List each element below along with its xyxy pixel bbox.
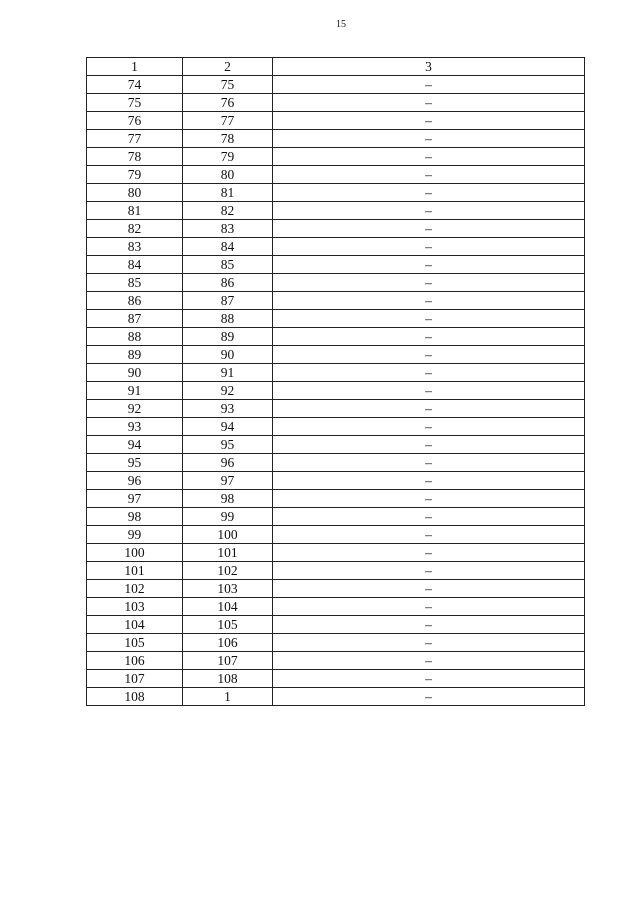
table-cell: 102 xyxy=(87,580,183,598)
table-cell: – xyxy=(273,76,585,94)
table-cell: 81 xyxy=(87,202,183,220)
table-cell: – xyxy=(273,526,585,544)
table-cell: 106 xyxy=(87,652,183,670)
table-cell: 80 xyxy=(183,166,273,184)
table-cell: 85 xyxy=(87,274,183,292)
column-header: 2 xyxy=(183,58,273,76)
table-row xyxy=(87,472,585,490)
table-cell: 98 xyxy=(183,490,273,508)
table-row xyxy=(87,328,585,346)
table-cell: 101 xyxy=(87,562,183,580)
table-cell: 75 xyxy=(183,76,273,94)
table-cell: 1 xyxy=(183,688,273,706)
table-row xyxy=(87,112,585,130)
table-cell: – xyxy=(273,148,585,166)
table-row xyxy=(87,580,585,598)
table-row xyxy=(87,220,585,238)
table-row xyxy=(87,436,585,454)
table-cell: 80 xyxy=(87,184,183,202)
table-cell: 90 xyxy=(87,364,183,382)
table-cell: – xyxy=(273,508,585,526)
table-row xyxy=(87,418,585,436)
table-cell: 75 xyxy=(87,94,183,112)
table-cell: 92 xyxy=(87,400,183,418)
column-header: 1 xyxy=(87,58,183,76)
table-cell: 89 xyxy=(183,328,273,346)
table-cell: 97 xyxy=(183,472,273,490)
table-cell: – xyxy=(273,202,585,220)
table-cell: 96 xyxy=(87,472,183,490)
table-cell: – xyxy=(273,328,585,346)
table-row xyxy=(87,526,585,544)
table-cell: 108 xyxy=(183,670,273,688)
table-cell: 97 xyxy=(87,490,183,508)
table-cell: – xyxy=(273,220,585,238)
table-cell: – xyxy=(273,400,585,418)
table-cell: – xyxy=(273,652,585,670)
table-row xyxy=(87,202,585,220)
table-row xyxy=(87,454,585,472)
table-cell: 84 xyxy=(87,256,183,274)
table-cell: – xyxy=(273,130,585,148)
table-row xyxy=(87,130,585,148)
table-row xyxy=(87,490,585,508)
data-table xyxy=(86,57,585,706)
table-cell: – xyxy=(273,580,585,598)
table-cell: 94 xyxy=(183,418,273,436)
table-cell: 83 xyxy=(87,238,183,256)
table-row xyxy=(87,310,585,328)
table-cell: – xyxy=(273,274,585,292)
table-cell: – xyxy=(273,112,585,130)
table-row xyxy=(87,544,585,562)
table-row xyxy=(87,562,585,580)
table-cell: – xyxy=(273,166,585,184)
table-row xyxy=(87,274,585,292)
table-row xyxy=(87,634,585,652)
table-cell: – xyxy=(273,688,585,706)
table-cell: 91 xyxy=(183,364,273,382)
table-cell: – xyxy=(273,94,585,112)
table-row xyxy=(87,382,585,400)
table-cell: 86 xyxy=(183,274,273,292)
table-row xyxy=(87,364,585,382)
table-cell: – xyxy=(273,490,585,508)
table-cell: – xyxy=(273,562,585,580)
table-cell: 92 xyxy=(183,382,273,400)
table-cell: 93 xyxy=(87,418,183,436)
table-cell: 82 xyxy=(183,202,273,220)
table-cell: – xyxy=(273,472,585,490)
table-cell: – xyxy=(273,382,585,400)
table-row xyxy=(87,292,585,310)
table-row xyxy=(87,76,585,94)
table-row xyxy=(87,652,585,670)
table-cell: 102 xyxy=(183,562,273,580)
table-cell: – xyxy=(273,346,585,364)
table-row xyxy=(87,94,585,112)
table-cell: 89 xyxy=(87,346,183,364)
table-cell: 78 xyxy=(183,130,273,148)
table-row xyxy=(87,598,585,616)
table-cell: 77 xyxy=(87,130,183,148)
table-cell: 86 xyxy=(87,292,183,310)
table-cell: 96 xyxy=(183,454,273,472)
table-row xyxy=(87,688,585,706)
table-cell: 105 xyxy=(87,634,183,652)
table-cell: – xyxy=(273,310,585,328)
table-cell: – xyxy=(273,418,585,436)
table-cell: – xyxy=(273,616,585,634)
table-cell: 99 xyxy=(183,508,273,526)
table-cell: 79 xyxy=(183,148,273,166)
table-cell: 74 xyxy=(87,76,183,94)
table-cell: – xyxy=(273,238,585,256)
table-cell: 85 xyxy=(183,256,273,274)
column-header: 3 xyxy=(273,58,585,76)
table-row xyxy=(87,148,585,166)
table-cell: 83 xyxy=(183,220,273,238)
table-cell: – xyxy=(273,670,585,688)
table-row xyxy=(87,166,585,184)
table-cell: 100 xyxy=(87,544,183,562)
table-cell: 103 xyxy=(183,580,273,598)
table-cell: – xyxy=(273,184,585,202)
table-cell: – xyxy=(273,364,585,382)
table-cell: 88 xyxy=(183,310,273,328)
table-cell: 79 xyxy=(87,166,183,184)
table-cell: 91 xyxy=(87,382,183,400)
table-cell: – xyxy=(273,544,585,562)
table-cell: 108 xyxy=(87,688,183,706)
table-cell: – xyxy=(273,256,585,274)
table-row xyxy=(87,184,585,202)
table-cell: 105 xyxy=(183,616,273,634)
table-header-row xyxy=(87,58,585,76)
table-cell: 76 xyxy=(183,94,273,112)
page-number: 15 xyxy=(336,19,346,30)
table-cell: – xyxy=(273,292,585,310)
table-cell: 100 xyxy=(183,526,273,544)
table-cell: 95 xyxy=(87,454,183,472)
table-cell: 88 xyxy=(87,328,183,346)
table-cell: 81 xyxy=(183,184,273,202)
table-cell: 84 xyxy=(183,238,273,256)
table-cell: – xyxy=(273,634,585,652)
table-row xyxy=(87,670,585,688)
table-cell: – xyxy=(273,598,585,616)
table-cell: 99 xyxy=(87,526,183,544)
table-cell: 87 xyxy=(87,310,183,328)
table-row xyxy=(87,508,585,526)
table-row xyxy=(87,616,585,634)
table-cell: 98 xyxy=(87,508,183,526)
table-cell: 82 xyxy=(87,220,183,238)
table-row xyxy=(87,400,585,418)
table-cell: 94 xyxy=(87,436,183,454)
table-cell: 104 xyxy=(183,598,273,616)
table-cell: 93 xyxy=(183,400,273,418)
table-row xyxy=(87,256,585,274)
table-cell: 103 xyxy=(87,598,183,616)
table-cell: 78 xyxy=(87,148,183,166)
table-cell: 107 xyxy=(87,670,183,688)
table-row xyxy=(87,238,585,256)
table-cell: – xyxy=(273,436,585,454)
table-cell: 76 xyxy=(87,112,183,130)
table-cell: 87 xyxy=(183,292,273,310)
table-cell: 77 xyxy=(183,112,273,130)
table-row xyxy=(87,346,585,364)
table-body xyxy=(87,76,585,706)
table-cell: 101 xyxy=(183,544,273,562)
table-cell: 106 xyxy=(183,634,273,652)
table-cell: 107 xyxy=(183,652,273,670)
table-cell: 95 xyxy=(183,436,273,454)
table-cell: – xyxy=(273,454,585,472)
table-cell: 90 xyxy=(183,346,273,364)
table-cell: 104 xyxy=(87,616,183,634)
